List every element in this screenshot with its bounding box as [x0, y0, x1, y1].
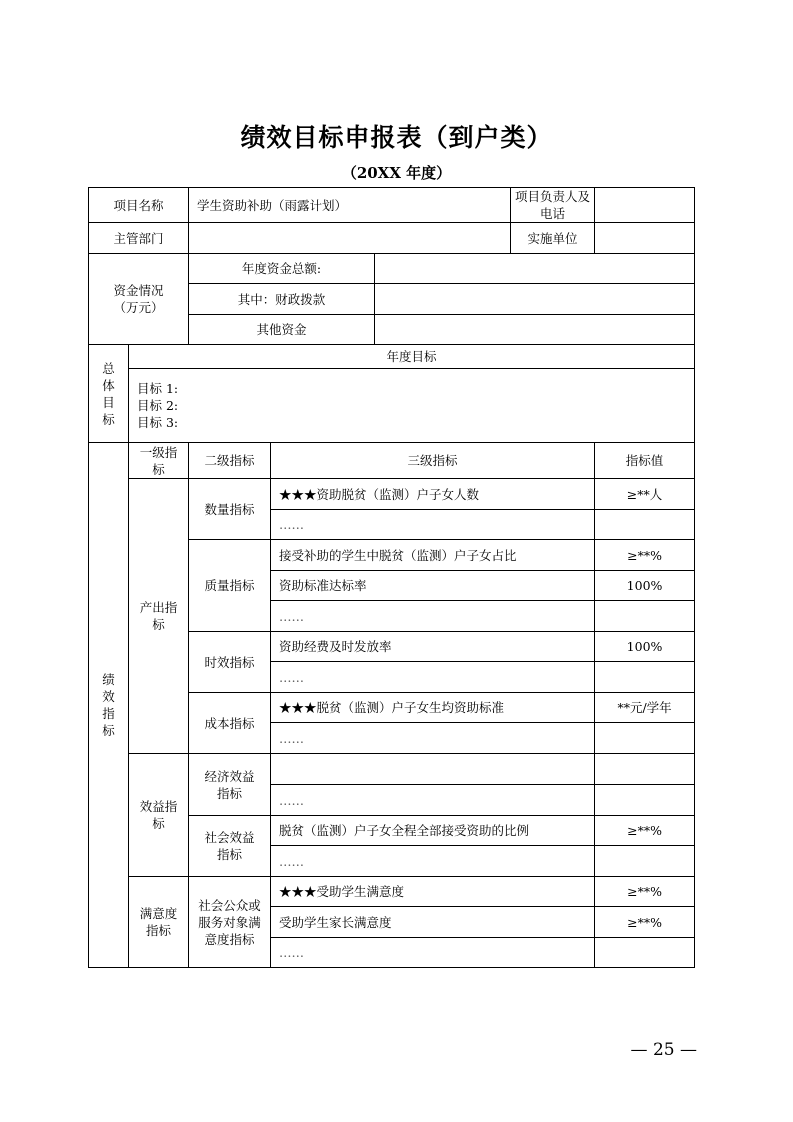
level3-indicator-name[interactable]: ……	[271, 723, 595, 754]
public-satisfaction-line3: 意度指标	[204, 931, 255, 947]
benefit-label-line1: 效益指	[139, 799, 178, 814]
project-leader-label: 项目负责人及电话	[511, 188, 595, 223]
annual-goal-label: 年度目标	[129, 345, 695, 369]
indicator-value[interactable]: ≥**%	[595, 877, 695, 907]
funds-total-value[interactable]	[375, 254, 695, 284]
social-label-line2: 指标	[217, 847, 243, 862]
indicator-value[interactable]: 100%	[595, 632, 695, 662]
level3-indicator-name[interactable]: 接受补助的学生中脱贫（监测）户子女占比	[271, 540, 595, 571]
output-label-line1: 产出指	[139, 600, 178, 615]
level3-indicator-name[interactable]: ……	[271, 510, 595, 540]
cost-indicator-label: 成本指标	[189, 693, 271, 754]
indicator-value[interactable]	[595, 510, 695, 540]
level3-indicator-name[interactable]: ……	[271, 846, 595, 877]
level3-indicator-name[interactable]: ★★★受助学生满意度	[271, 877, 595, 907]
indicator-value[interactable]	[595, 754, 695, 785]
dept-label: 主管部门	[89, 223, 189, 254]
quantity-indicator-label: 数量指标	[189, 479, 271, 540]
level1-header-line2: 标	[152, 461, 165, 477]
level3-indicator-name[interactable]: ……	[271, 662, 595, 693]
quality-indicator-label: 质量指标	[189, 540, 271, 632]
economic-benefit-label	[189, 754, 271, 816]
performance-indicator-label	[89, 443, 129, 968]
overall-goal-char: 体	[102, 377, 115, 393]
overall-goal-char: 总	[102, 360, 115, 376]
page-title: 绩效目标申报表（到户类）	[240, 123, 553, 152]
perf-label-char: 标	[102, 723, 115, 738]
goal-3: 目标 3:	[137, 415, 179, 430]
level1-header-line1: 一级指	[139, 444, 178, 460]
satisfaction-label-line2: 指标	[146, 923, 172, 938]
annual-goals-cell[interactable]	[129, 369, 695, 443]
indicator-value[interactable]	[595, 846, 695, 877]
level3-indicator-name[interactable]: ★★★脱贫（监测）户子女生均资助标准	[271, 693, 595, 723]
level3-indicator-name[interactable]: 资助经费及时发放率	[271, 632, 595, 662]
social-benefit-label	[189, 816, 271, 877]
goal-1: 目标 1:	[137, 381, 179, 396]
overall-goal-char: 目	[102, 394, 115, 410]
economic-label-line2: 指标	[217, 785, 243, 801]
indicator-value[interactable]: ≥**人	[595, 479, 695, 510]
funds-other-value[interactable]	[375, 315, 695, 345]
public-satisfaction-line1: 社会公众或	[198, 897, 261, 913]
funds-label-line1: 资金情况	[113, 283, 164, 298]
public-satisfaction-line2: 服务对象满	[198, 914, 261, 930]
satisfaction-indicator-label	[129, 877, 189, 968]
level3-indicator-name[interactable]: 受助学生家长满意度	[271, 907, 595, 938]
level3-header: 三级指标	[271, 443, 595, 479]
funds-label-line2: （万元）	[113, 300, 164, 315]
economic-label-line1: 经济效益	[204, 768, 255, 784]
benefit-label-line2: 标	[152, 816, 165, 831]
performance-target-table	[88, 187, 695, 968]
benefit-indicator-label	[129, 754, 189, 877]
project-leader-value[interactable]	[595, 188, 695, 223]
level3-indicator-name[interactable]: ……	[271, 785, 595, 816]
indicator-value[interactable]: ≥**%	[595, 816, 695, 846]
dept-value[interactable]	[189, 223, 511, 254]
overall-goal-label	[89, 345, 129, 443]
perf-label-char: 效	[102, 689, 115, 704]
level1-header	[129, 443, 189, 479]
unit-label: 实施单位	[511, 223, 595, 254]
overall-goal-char: 标	[102, 411, 115, 427]
indicator-value-header: 指标值	[595, 443, 695, 479]
level3-indicator-name[interactable]: ★★★资助脱贫（监测）户子女人数	[271, 479, 595, 510]
funds-total-label: 年度资金总额:	[189, 254, 375, 284]
level3-indicator-name[interactable]: ……	[271, 601, 595, 632]
funds-label	[89, 254, 189, 345]
funds-fiscal-label: 其中：财政拨款	[189, 284, 375, 315]
unit-value[interactable]	[595, 223, 695, 254]
page-subtitle: （20XX 年度）	[341, 164, 452, 182]
indicator-value[interactable]: 100%	[595, 571, 695, 601]
indicator-value[interactable]: ≥**%	[595, 907, 695, 938]
level3-indicator-name[interactable]	[271, 754, 595, 785]
level3-indicator-name[interactable]: 资助标准达标率	[271, 571, 595, 601]
output-label-line2: 标	[152, 617, 165, 632]
timeliness-indicator-label: 时效指标	[189, 632, 271, 693]
indicator-value[interactable]: ≥**%	[595, 540, 695, 571]
indicator-value[interactable]	[595, 785, 695, 816]
funds-fiscal-value[interactable]	[375, 284, 695, 315]
level2-header: 二级指标	[189, 443, 271, 479]
level3-indicator-name[interactable]: ……	[271, 938, 595, 968]
goal-2: 目标 2:	[137, 398, 179, 413]
output-indicator-label	[129, 479, 189, 754]
perf-label-char: 绩	[102, 672, 115, 687]
project-name-value[interactable]: 学生资助补助（雨露计划）	[189, 188, 511, 223]
perf-label-char: 指	[102, 706, 115, 721]
social-label-line1: 社会效益	[204, 830, 255, 845]
indicator-value[interactable]	[595, 938, 695, 968]
indicator-value[interactable]	[595, 662, 695, 693]
funds-other-label: 其他资金	[189, 315, 375, 345]
indicator-value[interactable]: **元/学年	[595, 693, 695, 723]
project-name-label: 项目名称	[89, 188, 189, 223]
public-satisfaction-label	[189, 877, 271, 968]
level3-indicator-name[interactable]: 脱贫（监测）户子女全程全部接受资助的比例	[271, 816, 595, 846]
page-number: — 25 —	[630, 1040, 697, 1060]
satisfaction-label-line1: 满意度	[139, 906, 178, 921]
indicator-value[interactable]	[595, 723, 695, 754]
indicator-value[interactable]	[595, 601, 695, 632]
